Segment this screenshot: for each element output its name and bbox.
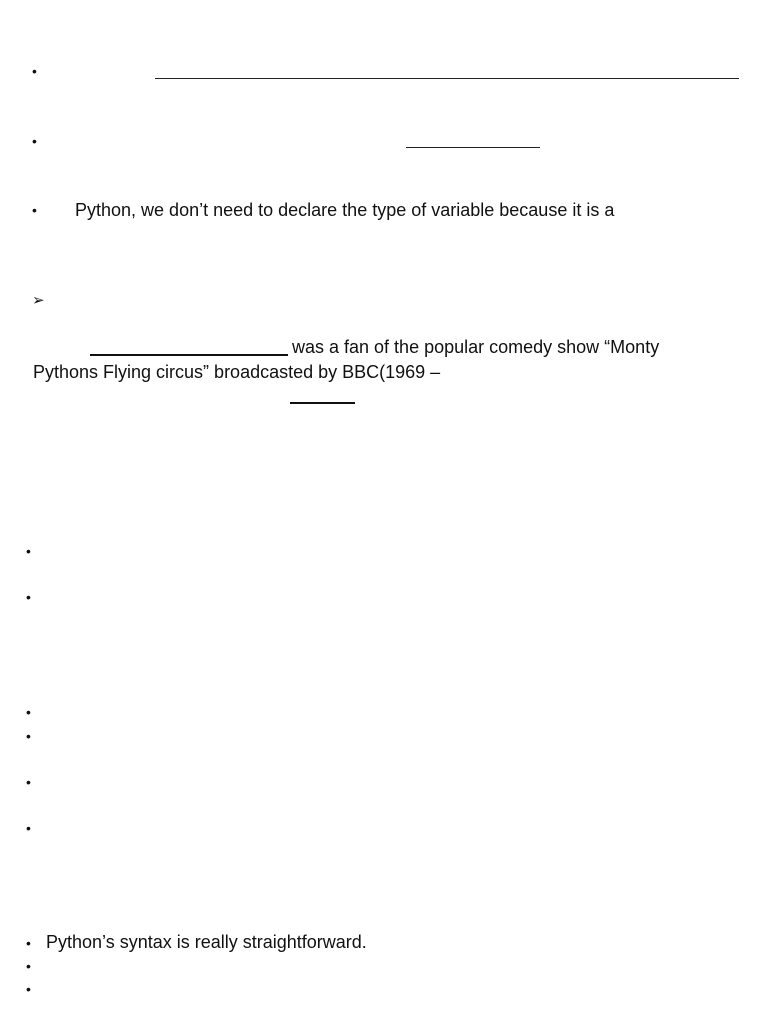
fill-in-blank-line <box>155 78 739 79</box>
bullet-text: Python, we don’t need to declare the type of variable because it is a <box>75 200 615 220</box>
arrow-bullet-icon: ➢ <box>32 292 45 309</box>
bullet-marker: • <box>26 704 31 720</box>
bullet-marker: • <box>26 958 31 974</box>
bullet-marker: • <box>32 202 37 218</box>
paragraph-line-2: Pythons Flying circus” broadcasted by BBC(1969 – <box>33 362 441 382</box>
fill-in-blank-line <box>406 147 540 148</box>
bullet-marker: • <box>32 133 37 149</box>
bullet-text: Python’s syntax is really straightforward. <box>46 932 367 952</box>
bullet-marker: • <box>26 774 31 790</box>
paragraph-line-1: was a fan of the popular comedy show “Monty <box>292 337 660 357</box>
bullet-marker: • <box>26 935 31 951</box>
bullet-marker: • <box>26 728 31 744</box>
bullet-marker: • <box>26 543 31 559</box>
bullet-marker: • <box>26 981 31 997</box>
fill-in-blank-line <box>290 402 355 404</box>
bullet-marker: • <box>26 589 31 605</box>
fill-in-blank-line <box>90 354 288 356</box>
bullet-marker: • <box>26 820 31 836</box>
bullet-marker: • <box>32 63 37 79</box>
